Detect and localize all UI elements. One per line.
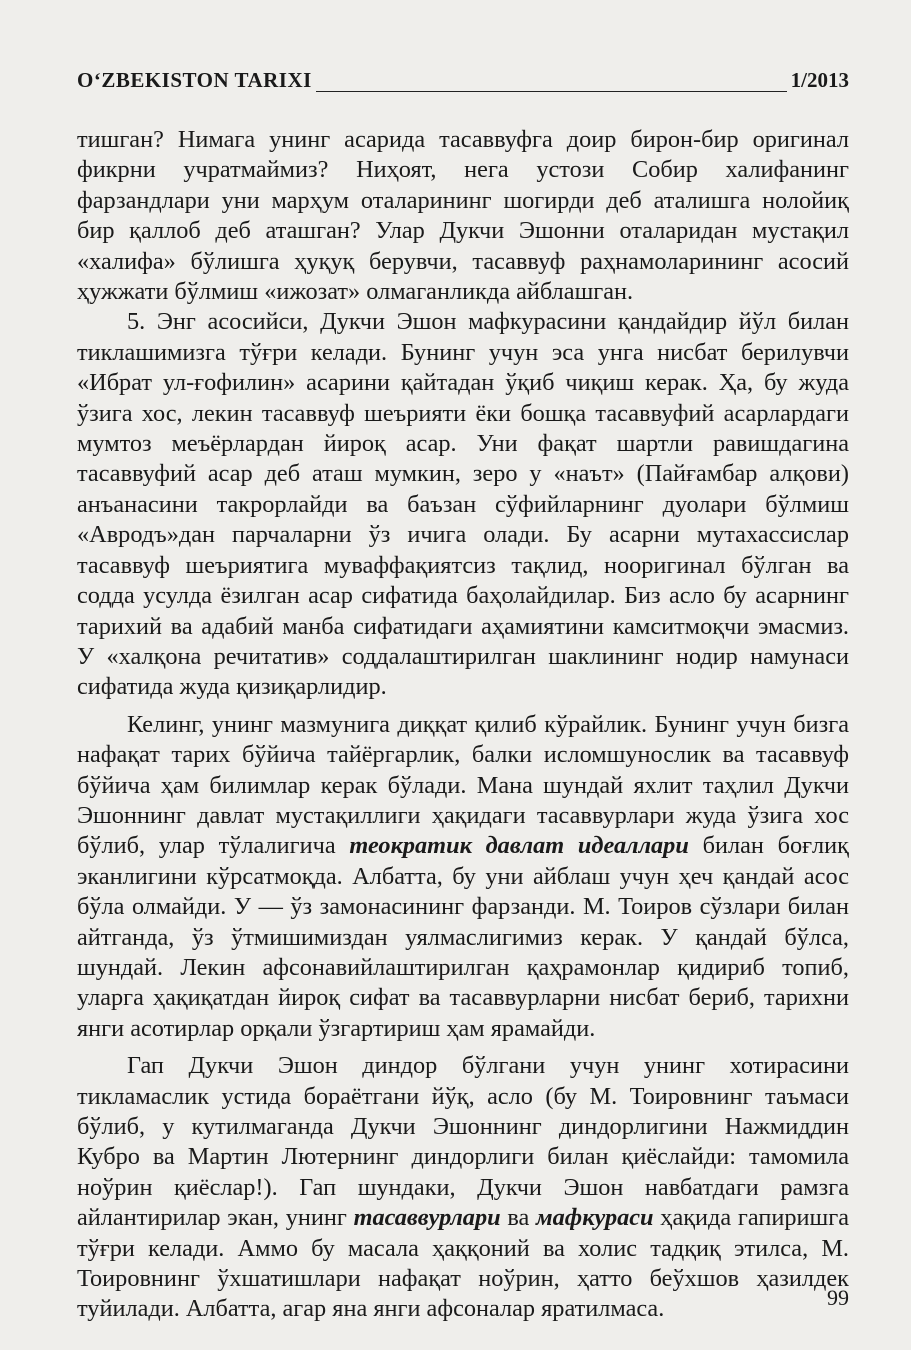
paragraph: [77, 1051, 849, 1325]
article-body: [77, 125, 849, 1325]
page-number: 99: [827, 1285, 849, 1310]
running-header: [77, 68, 849, 98]
paragraph-text: 5. Энг асосийси, Дукчи Эшон мафкурасини қандайдир йўл билан тиклашимизга тўғри келади. Бунинг учун эса унга нисбат берилувчи «Ибрат ул-ғофилин» асарини қайтадан ўқиб чиқиш керак. Ҳа, бу жуда ўзига хос, лекин тасаввуф шеърияти ёки бошқа тасаввуфий асарлардаги мумтоз меъёрлардан йироқ асар. Уни фақат шартли равишдагина тасаввуфий асар деб аташ мумкин, зеро у «наът» (Пайғамбар алқови) анъанасини такрорлайди ва баъзан сўфийларнинг дуолари бўлмиш «Авродъ»дан парчаларни ўз ичига олади. Бу асарни мутахассислар тасаввуф шеъриятига муваффақиятсиз тақлид, нооригинал бўлган ва содда усулда ёзилган асар сифатида баҳолайдилар. Биз асло бу асарнинг тарихий ва адабий манба сифатидаги аҳамиятини камситмоқчи эмасмиз. У «халқона речитатив» соддалаштирилган шаклининг нодир намунаси сифатида жуда қизиқарлидир.: [77, 308, 849, 701]
paragraph: [77, 307, 849, 702]
paragraph-text: Келинг, унинг мазмунига диққат қилиб кўрайлик. Бунинг учун бизга нафақат тарих бўйича тайёргарлик, балки исломшунослик ва тасаввуф бўйича ҳам билимлар керак бўлади. Мана шундай яхлит таҳлил Дукчи Эшоннинг давлат мустақиллиги ҳақидаги тасаввурлари жуда ўзига хос бўлиб, улар тўлалигича: [77, 710, 849, 860]
paragraph: [77, 710, 849, 1044]
paragraph-text: ва: [500, 1204, 537, 1232]
paragraph: [77, 125, 849, 307]
paragraph-text: ҳақида гапиришга тўғри келади. Аммо бу масала ҳаққоний ва холис тадқиқ этилса, М. Тоировнинг ўхшатишлари нафақат ноўрин, ҳатто беўхшов ҳазилдек туйилади. Албатта, агар яна янги афсоналар яратилмаса.: [77, 1204, 849, 1323]
journal-title: O‘ZBEKISTON TARIXI: [77, 68, 316, 93]
paragraph-text: Гап Дукчи Эшон диндор бўлгани учун унинг хотирасини тикламаслик устида бораётгани йўқ, асло (бу М. Тоировнинг таъмаси бўлиб, у кутилмаганда Дукчи Эшоннинг диндорлигини Нажмиддин Кубро ва Мартин Лютернинг диндорлиги билан қиёслайди: тамомила ноўрин қиёслар!). Гап шундаки, Дукчи Эшон навбатдаги рамзга айлантирилар экан, унинг: [77, 1052, 849, 1232]
emphasized-term: мафкураси: [536, 1204, 654, 1232]
emphasized-term: теократик давлат идеаллари: [349, 832, 689, 860]
paragraph-text: тишган? Нимага унинг асарида тасаввуфга доир бирон-бир оригинал фикрни учратмаймиз? Ниҳоят, нега устози Собир халифанинг фарзандлари уни марҳум оталарининг шогирди деб аталишга нолойиқ бир қаллоб деб аташган? Улар Дукчи Эшонни оталаридан мустақил «халифа» бўлишга ҳуқуқ берувчи, тасаввуф раҳнамоларининг асосий ҳужжати бўлмиш «ижозат» олмаганликда айблашган.: [77, 126, 849, 306]
emphasized-term: тасаввурлари: [353, 1204, 501, 1232]
paragraph-text: билан боғлиқ эканлигини кўрсатмоқда. Албатта, бу уни айблаш учун ҳеч қандай асос бўла олмайди. У — ўз замонасининг фарзанди. М. Тоиров сўзлари билан айтганда, ўз ўтмишимиздан уялмаслигимиз керак. У қандай бўлса, шундай. Лекин афсонавийлаштирилган қаҳрамонлар қидириб топиб, уларга ҳақиқатдан йироқ сифат ва тасаввурларни нисбат бериб, тарихни янги асотирлар орқали ўзгартириш ҳам ярамайди.: [77, 832, 849, 1042]
issue-number: 1/2013: [787, 68, 849, 93]
